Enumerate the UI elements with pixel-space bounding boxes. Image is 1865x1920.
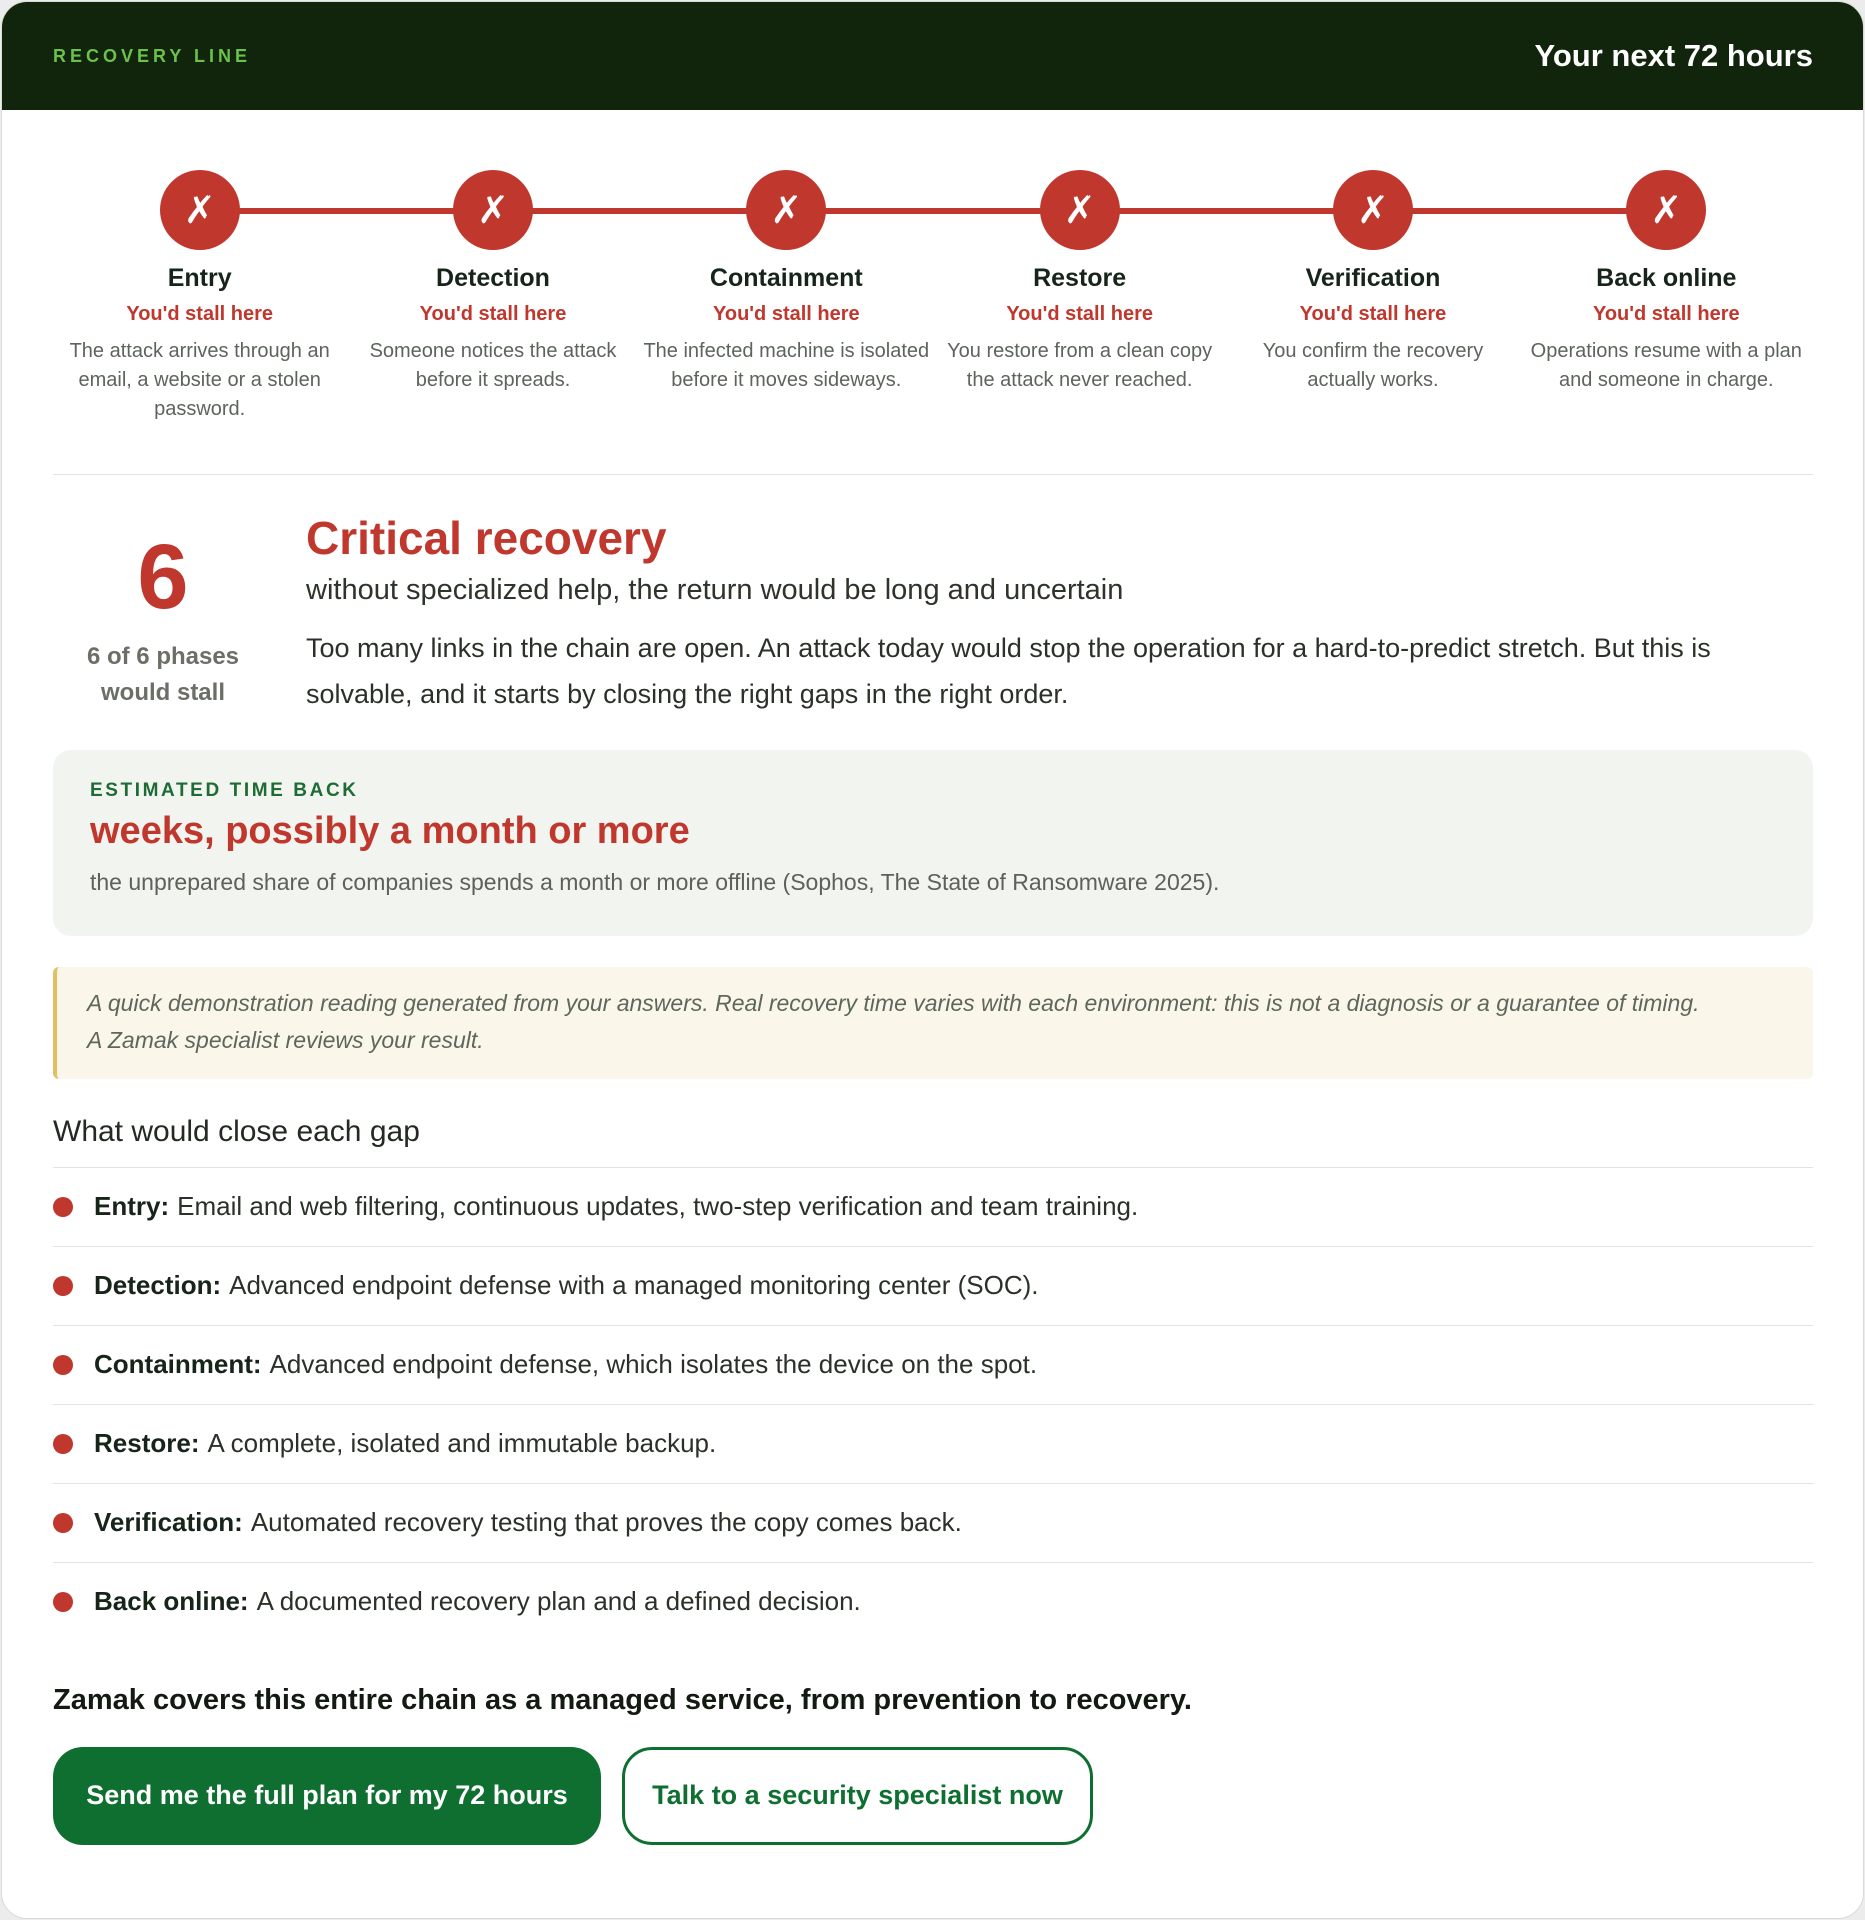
x-mark-icon: ✗ xyxy=(453,170,533,250)
score-caption-line: would stall xyxy=(100,679,225,706)
x-mark-icon: ✗ xyxy=(160,170,240,250)
bullet-dot-icon xyxy=(53,1592,73,1612)
step-detection xyxy=(346,170,639,424)
disclaimer-line: A Zamak specialist reviews your result. xyxy=(87,1026,484,1053)
list-item xyxy=(53,1405,1813,1484)
summary-section xyxy=(53,475,1813,717)
recovery-card xyxy=(1,1,1864,1919)
gap-text: Advanced endpoint defense with a managed monitoring center (SOC). xyxy=(229,1270,1039,1301)
step-status: You'd stall here xyxy=(713,303,860,325)
estimate-note: the unprepared share of companies spends a month or more offline (Sophos, The State of Ransomware 2025). xyxy=(90,868,1220,895)
step-back-online xyxy=(1520,170,1813,424)
stall-score-caption xyxy=(53,639,273,711)
x-mark-icon: ✗ xyxy=(1333,170,1413,250)
gap-text: A complete, isolated and immutable backup. xyxy=(207,1428,717,1459)
header-bar xyxy=(2,2,1863,110)
cta-buttons xyxy=(53,1747,1813,1845)
recovery-chain xyxy=(53,110,1813,474)
result-title: Critical recovery xyxy=(306,512,667,564)
estimate-label: ESTIMATED TIME BACK xyxy=(90,779,359,801)
gap-label: Restore: xyxy=(94,1428,200,1459)
gap-text: Advanced endpoint defense, which isolates the device on the spot. xyxy=(269,1349,1038,1380)
step-name: Restore xyxy=(1033,264,1127,292)
disclaimer-note xyxy=(53,967,1813,1079)
x-mark-icon: ✗ xyxy=(746,170,826,250)
x-mark-icon: ✗ xyxy=(1626,170,1706,250)
step-verification xyxy=(1226,170,1519,424)
step-entry xyxy=(53,170,346,424)
gap-text: Automated recovery testing that proves the copy comes back. xyxy=(250,1507,962,1538)
step-description: Operations resume with a plan and someone in charge. xyxy=(1530,340,1802,391)
header-title: Your next 72 hours xyxy=(1534,38,1813,73)
step-description: Someone notices the attack before it spreads. xyxy=(369,340,617,391)
step-status: You'd stall here xyxy=(419,303,567,325)
send-plan-button[interactable]: Send me the full plan for my 72 hours xyxy=(53,1747,601,1845)
step-containment xyxy=(640,170,933,424)
step-description: The attack arrives through an email, a website or a stolen password. xyxy=(69,340,330,420)
bullet-dot-icon xyxy=(53,1355,73,1375)
bullet-dot-icon xyxy=(53,1276,73,1296)
gap-label: Entry: xyxy=(94,1191,170,1222)
x-mark-icon: ✗ xyxy=(1040,170,1120,250)
step-status: You'd stall here xyxy=(126,303,273,325)
gap-text: Email and web filtering, continuous updates, two-step verification and team training. xyxy=(177,1191,1139,1222)
step-status: You'd stall here xyxy=(1299,303,1447,325)
step-restore xyxy=(933,170,1226,424)
step-status: You'd stall here xyxy=(1592,303,1740,325)
gaps-list xyxy=(53,1168,1813,1641)
gap-label: Verification: xyxy=(94,1507,243,1538)
step-name: Detection xyxy=(436,264,550,292)
step-name: Containment xyxy=(709,264,863,292)
gap-label: Containment: xyxy=(94,1349,262,1380)
stall-score-number: 6 xyxy=(137,526,189,628)
step-status: You'd stall here xyxy=(1006,303,1153,325)
gap-text: A documented recovery plan and a defined decision. xyxy=(256,1586,861,1617)
step-name: Entry xyxy=(167,264,232,292)
bullet-dot-icon xyxy=(53,1197,73,1217)
list-item xyxy=(53,1326,1813,1405)
estimate-value: weeks, possibly a month or more xyxy=(90,809,690,852)
step-description: You confirm the recovery actually works. xyxy=(1262,340,1484,391)
coverage-statement: Zamak covers this entire chain as a managed service, from prevention to recovery. xyxy=(53,1683,1192,1716)
step-name: Back online xyxy=(1596,264,1737,292)
list-item xyxy=(53,1247,1813,1326)
gap-label: Detection: xyxy=(94,1270,222,1301)
step-name: Verification xyxy=(1305,264,1441,292)
stall-score xyxy=(53,513,273,717)
disclaimer-line: A quick demonstration reading generated from your answers. Real recovery time varies with each environment: this is not a diagnosis or a guarantee of timing. xyxy=(87,989,1700,1016)
result-subtitle: without specialized help, the return would be long and uncertain xyxy=(306,573,1124,606)
result-body: Too many links in the chain are open. An attack today would stop the operation for a hard-to-predict stretch. But this is solvable, and it starts by closing the right gaps in the right order. xyxy=(306,632,1711,709)
bullet-dot-icon xyxy=(53,1513,73,1533)
list-item xyxy=(53,1168,1813,1247)
time-estimate-box xyxy=(53,750,1813,936)
list-item xyxy=(53,1484,1813,1563)
score-caption-line: 6 of 6 phases xyxy=(86,643,240,670)
brand-label: RECOVERY LINE xyxy=(53,45,252,66)
gaps-title: What would close each gap xyxy=(53,1115,1813,1168)
list-item xyxy=(53,1563,1813,1641)
step-description: You restore from a clean copy the attack never reached. xyxy=(947,340,1213,391)
talk-specialist-button[interactable]: Talk to a security specialist now xyxy=(622,1747,1093,1845)
step-description: The infected machine is isolated before it moves sideways. xyxy=(643,340,930,391)
gap-label: Back online: xyxy=(94,1586,249,1617)
bullet-dot-icon xyxy=(53,1434,73,1454)
